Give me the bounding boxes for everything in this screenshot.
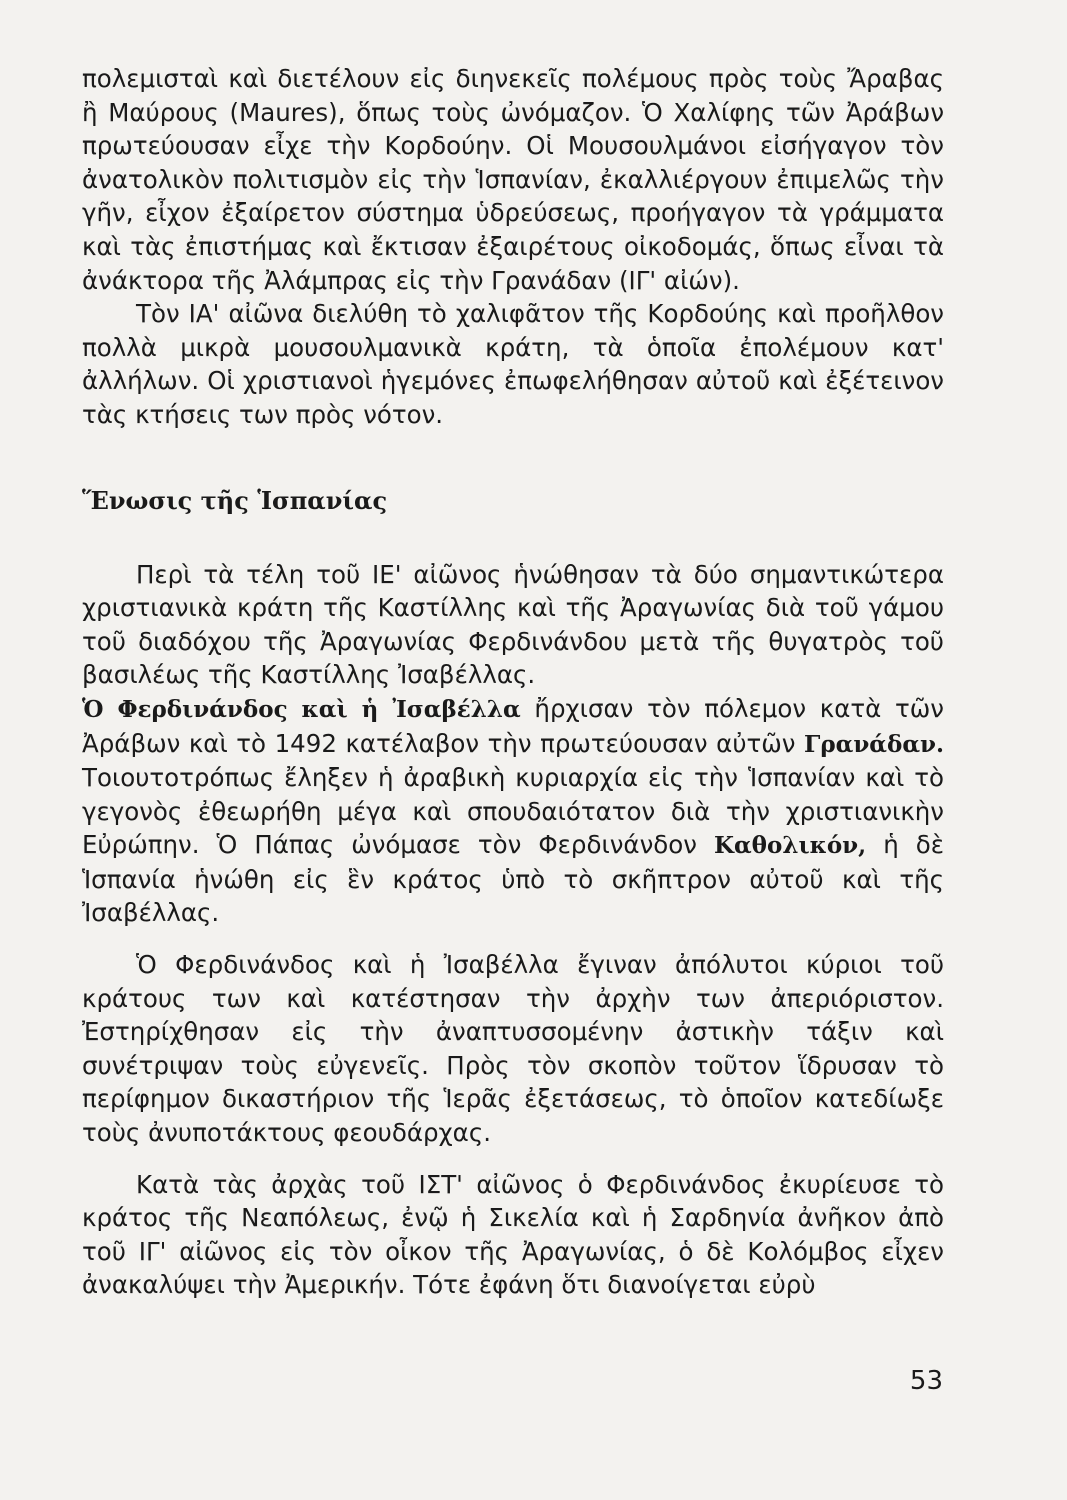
paragraph-1: πολεμισταὶ καὶ διετέλουν εἰς διηνεκεῖς πολέμους πρὸς τοὺς Ἄραβας ἢ Μαύρους (Maures), ὅπως τοὺς ὠνόμαζον. Ὁ Χαλίφης τῶν Ἀράβων πρωτεύουσαν εἶχε τὴν Κορδούην. Οἱ Μουσουλμάνοι εἰσήγαγον τὸν ἀνατολικὸν πολιτισμὸν εἰς τὴν Ἱσπανίαν, ἐκαλλιέργουν ἐπιμελῶς τὴν γῆν, εἶχον ἐξαίρετον σύστημα ὑδρεύσεως, προήγαγον τὰ γράμματα καὶ τὰς ἐπιστήμας καὶ ἔκτισαν ἐξαιρέτους οἰκοδομάς, ὅπως εἶναι τὰ ἀνάκτορα τῆς Ἀλάμπρας εἰς τὴν Γρανάδαν (ΙΓ' αἰών). [82, 64, 944, 295]
bold-word-granada: Γρανάδαν. [804, 730, 944, 758]
paragraph-5: Ὁ Φερδινάνδος καὶ ἡ Ἰσαβέλλα ἔγιναν ἀπόλυτοι κύριοι τοῦ κράτους των καὶ κατέστησαν τὴν ἀρχὴν των ἀπεριόριστον. Ἐστηρίχθησαν εἰς τὴν ἀναπτυσσομένην ἀστικὴν τάξιν καὶ συνέτριψαν τοὺς εὐγενεῖς. Πρὸς τὸν σκοπὸν τοῦτον ἵδρυσαν τὸ περίφημον δικαστήριον τῆς Ἱερᾶς ἐξετάσεως, τὸ ὁποῖον κατεδίωξε τοὺς ἀνυποτάκτους φεουδάρχας. [82, 950, 944, 1148]
bold-word-catholic: Καθολικόν, [713, 832, 867, 860]
bold-phrase-ferdinand-isabella: Ὁ Φερδινάνδος καὶ ἡ Ἰσαβέλλα [82, 695, 521, 723]
paragraph-4-text-1: ἤρχισαν τὸν πόλεμον κατὰ τῶν Ἀράβων καὶ τὸ 1492 κατέλαβον τὴν πρωτεύουσαν αὐτῶν [82, 693, 944, 758]
page-number: 53 [909, 1366, 943, 1396]
paragraph-4 [82, 692, 944, 930]
paragraph-2: Τὸν ΙΑ' αἰῶνα διελύθη τὸ χαλιφᾶτον τῆς Κορδούης καὶ προῆλθον πολλὰ μικρὰ μουσουλμανικὰ κράτη, τὰ ὁποῖα ἐπολέμουν κατ' ἀλλήλων. Οἱ χριστιανοὶ ἡγεμόνες ἐπωφελήθησαν αὐτοῦ καὶ ἐξέτεινον τὰς κτήσεις των πρὸς νότον. [82, 299, 944, 429]
paragraph-6: Κατὰ τὰς ἀρχὰς τοῦ ΙΣΤ' αἰῶνος ὁ Φερδινάνδος ἐκυρίευσε τὸ κράτος τῆς Νεαπόλεως, ἐνῷ ἡ Σικελία καὶ ἡ Σαρδηνία ἀνῆκον ἀπὸ τοῦ ΙΓ' αἰῶνος εἰς τὸν οἶκον τῆς Ἀραγωνίας, ὁ δὲ Κολόμβος εἶχεν ἀνακαλύψει τὴν Ἀμερικήν. Τότε ἐφάνη ὅτι διανοίγεται εὐρὺ [82, 1169, 944, 1300]
section-heading: Ἕνωσις τῆς Ἱσπανίας [82, 485, 388, 515]
paragraph-3: Περὶ τὰ τέλη τοῦ ΙΕ' αἰῶνος ἡνώθησαν τὰ δύο σημαντικώτερα χριστιανικὰ κράτη τῆς Καστίλλης καὶ τῆς Ἀραγωνίας διὰ τοῦ γάμου τοῦ διαδόχου τῆς Ἀραγωνίας Φερδινάνδου μετὰ τῆς θυγατρὸς τοῦ βασιλέως τῆς Καστίλλης Ἰσαβέλλας. [82, 559, 944, 690]
paragraph-4-text-2: Τοιουτοτρόπως ἔληξεν ἡ ἀραβικὴ κυριαρχία εἰς τὴν Ἱσπανίαν καὶ τὸ γεγονὸς ἐθεωρήθη μέγα καὶ σπουδαιότατον διὰ τὴν χριστιανικὴν Εὐρώπην. Ὁ Πάπας ὠνόμασε τὸν Φερδινάνδον [82, 763, 944, 860]
body-text [82, 62, 944, 1302]
paragraph-4-text-3: ἡ δὲ Ἱσπανία ἡνώθη εἰς ἓν κράτος ὑπὸ τὸ σκῆπτρον αὐτοῦ καὶ τῆς Ἰσαβέλλας. [82, 830, 944, 928]
